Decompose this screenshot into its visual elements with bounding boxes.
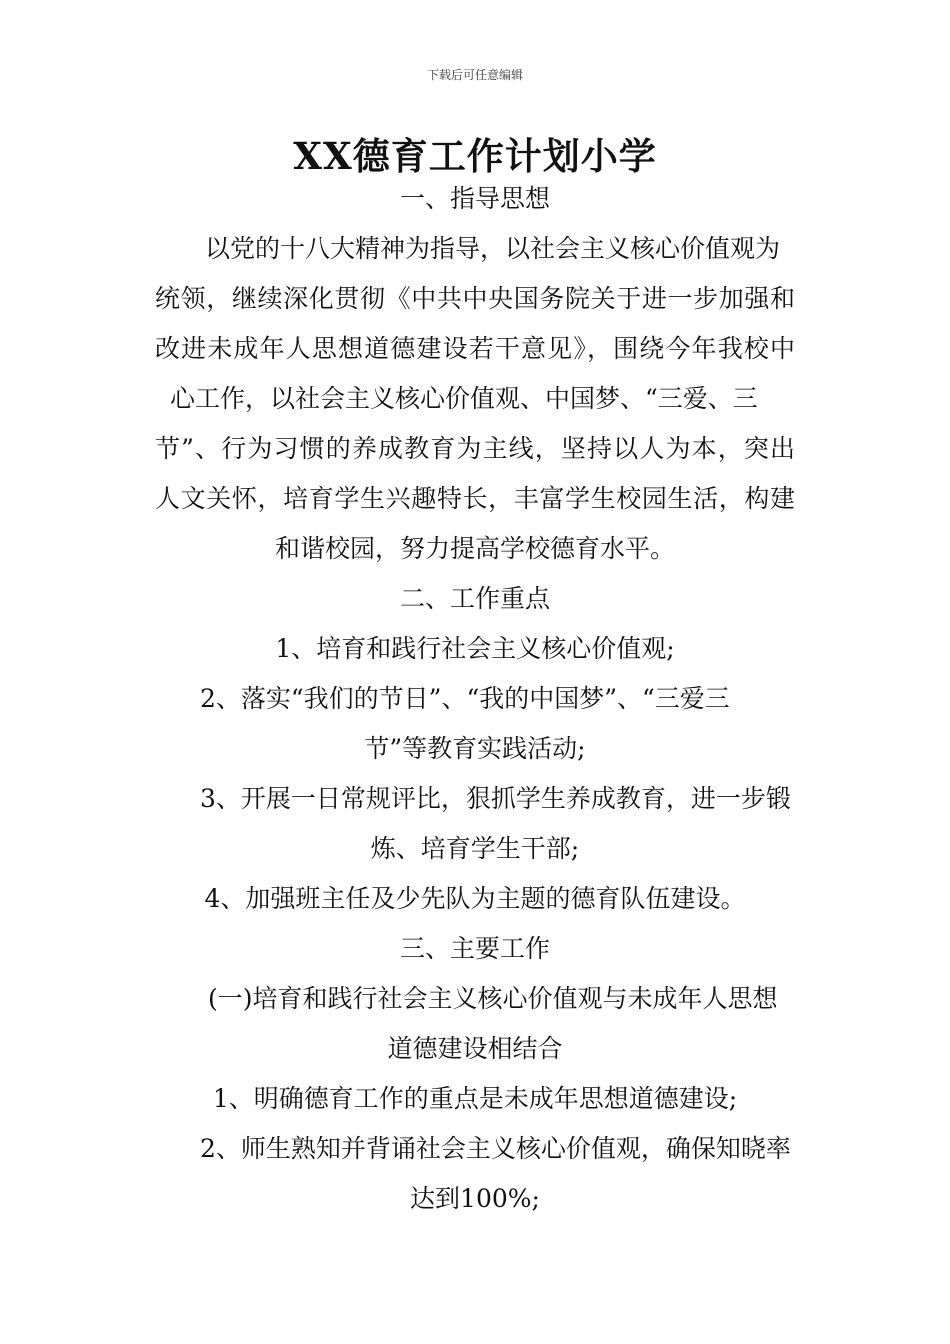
paragraph-line: 人文关怀，培育学生兴趣特长，丰富学生校园生活，构建 <box>155 484 795 513</box>
section-heading-main-work: 三、主要工作 <box>399 934 550 963</box>
list-item: 1、培育和践行社会主义核心价值观; <box>275 634 675 663</box>
list-item: 2、落实“我们的节日”、“我的中国梦”、“三爱三 <box>200 684 730 713</box>
section-heading-work-focus: 二、工作重点 <box>399 584 550 613</box>
list-item: 2、师生熟知并背诵社会主义核心价值观，确保知晓率 <box>200 1134 791 1163</box>
list-item-continuation: 节”等教育实践活动; <box>364 734 586 763</box>
section-heading-guiding-ideology: 一、指导思想 <box>399 184 550 213</box>
paragraph-line: 和谐校园，努力提高学校德育水平。 <box>274 534 675 563</box>
paragraph-line: 统领，继续深化贯彻《中共中央国务院关于进一步加强和 <box>155 284 795 313</box>
document-title: XX德育工作计划小学 <box>293 134 657 178</box>
paragraph-line: 以党的十八大精神为指导，以社会主义核心价值观为 <box>205 234 781 263</box>
list-item-continuation: 炼、培育学生干部; <box>370 834 580 863</box>
list-item: 4、加强班主任及少先队为主题的德育队伍建设。 <box>204 884 746 913</box>
page-header-note: 下载后可任意编辑 <box>426 68 523 82</box>
list-item-continuation: 达到100%; <box>410 1184 540 1213</box>
paragraph-line: 节”、行为习惯的养成教育为主线，坚持以人为本，突出 <box>155 434 795 463</box>
paragraph-line: 心工作，以社会主义核心价值观、中国梦、“三爱、三 <box>170 384 758 413</box>
subsection-heading: (一)培育和践行社会主义核心价值观与未成年人思想 <box>208 984 778 1013</box>
list-item: 3、开展一日常规评比，狠抓学生养成教育，进一步锻 <box>200 784 791 813</box>
subsection-heading-continuation: 道德建设相结合 <box>387 1034 563 1063</box>
list-item: 1、明确德育工作的重点是未成年思想道德建设; <box>212 1084 738 1113</box>
paragraph-line: 改进未成年人思想道德建设若干意见》，围绕今年我校中 <box>155 334 795 363</box>
